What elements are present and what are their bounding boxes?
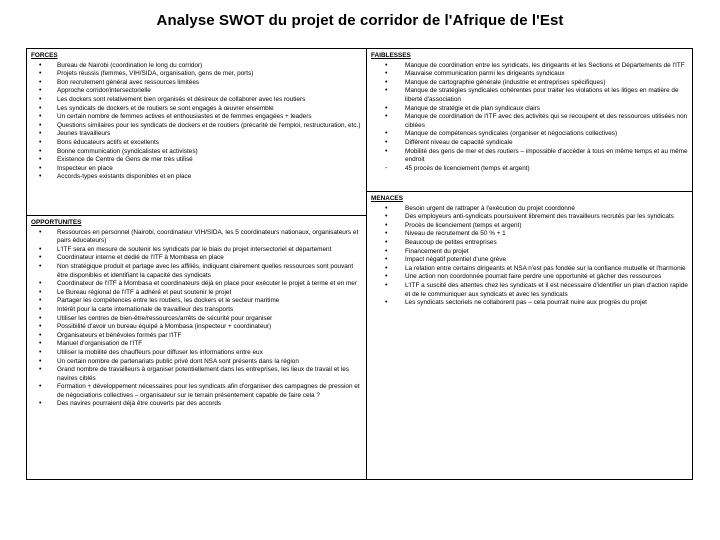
list-item: - 45 procès de licenciement (temps et argent) [371, 165, 691, 174]
list-item: • Utiliser la mobilité des chauffeurs pour diffuser les informations entre eux [31, 349, 361, 358]
faiblesses-list [371, 62, 691, 174]
list-item: • Procès de licenciement (temps et argent) [371, 222, 691, 231]
list-item: • Intérêt pour la carte internationale de travailleur des transports [31, 306, 361, 315]
list-item: • Bonne communication (syndicalistes et activistes) [31, 148, 361, 157]
opportunites-quadrant [31, 219, 361, 477]
forces-list [31, 62, 361, 182]
list-item: • Existence de Centre de Gens de mer très utilisé [31, 156, 361, 165]
list-item: • Formation + développement nécessaires pour les syndicats afin d'organiser des campagnes de pression et de négociations collectives – organisateur sur le terrain présentement capable de faire cela ? [31, 383, 361, 400]
list-item: • Utiliser les centres de bien-être/ressources/arrêts de sécurité pour organiser [31, 315, 361, 324]
list-item: • Une action non coordonnée pourrait faire perdre une opportunité et gâcher des ressources [371, 273, 691, 282]
list-item: • Questions similaires pour les syndicats de dockers et de routiers (précarité de l'emploi, restructuration, etc.) [31, 122, 361, 131]
list-item: • Besoin urgent de rattraper à l'exécution du projet coordonné [371, 205, 691, 214]
list-item: • Coordinateur interne et dédié de l'ITF à Mombasa en place [31, 254, 361, 263]
list-item: • Manque de cartographie générale (industrie et entreprises spécifiques) [371, 79, 691, 88]
list-item: • Mobilité des gens de mer et des routiers – impossible d'accéder à tous en même temps et au même endroit [371, 148, 691, 165]
list-item: • Possibilité d'avoir un bureau équipé à Mombasa (inspecteur + coordinateur) [31, 323, 361, 332]
list-item: • Le Bureau régional de l'ITF à adhéré et peut soutenir le projet [31, 289, 361, 298]
list-item: • Grand nombre de travailleurs à organiser potentiellement dans les entreprises, les lieux de travail et les navires ciblés [31, 366, 361, 383]
list-item: • Manque de stratégie et de plan syndicaux clairs [371, 105, 691, 114]
list-item: • Un certain nombre de femmes actives et enthousiastes et de femmes engagées + leaders [31, 113, 361, 122]
list-item: • Coordinateur de l'ITF à Mombasa et coordinateurs déjà en place pour exécuter le projet à terme et en mer [31, 280, 361, 289]
swot-table [26, 48, 693, 480]
list-item: • L'ITF a suscité des attentes chez les syndicats et il est nécessaire d'identifier un plan d'action rapide et de le communiquer aux syndicats et avec les syndicats [371, 282, 691, 299]
list-item: • Manque de coordination entre les syndicats, les dirigeants et les Sections et Départements de l'ITF [371, 62, 691, 71]
list-item: • Manque de coordination de l'ITF avec des activités qui se recoupent et des ressources utilisées non ciblées [371, 113, 691, 130]
opportunites-header: OPPORTUNITES [31, 219, 82, 226]
list-item: • Financement du projet [371, 248, 691, 257]
list-item: • Jeunes travailleurs [31, 130, 361, 139]
list-item: • Les dockers sont relativement bien organisés et désireux de collaborer avec les routiers [31, 96, 361, 105]
list-item: • La relation entre certains dirigeants et NSA n'est pas fondée sur la confiance mutuelle et l'harmonie [371, 265, 691, 274]
list-item: • Un certain nombre de partenariats public privé dont NSA sont présents dans la région [31, 358, 361, 367]
list-item: • Mauvaise communication parmi les dirigeants syndicaux [371, 70, 691, 79]
list-item: • Les syndicats sectoriels ne collaborent pas – cela pourrait nuire aux progrès du projet [371, 299, 691, 308]
list-item: • Projets réussis (femmes, VIH/SIDA, organisation, gens de mer, ports) [31, 70, 361, 79]
list-item: • Bons éducateurs actifs et excellents [31, 139, 361, 148]
list-item: • L'ITF sera en mesure de soutenir les syndicats par le biais du projet intersectoriel et département [31, 246, 361, 255]
list-item: • Impact négatif potentiel d'une grève [371, 256, 691, 265]
list-item: • Manque de stratégies syndicales cohérentes pour traiter les violations et les litiges en matière de liberté d'association [371, 87, 691, 104]
list-item: • Manque de compétences syndicales (organiser et négociations collectives) [371, 130, 691, 139]
list-item: • Partager les compétences entre les routiers, les dockers et le secteur maritime [31, 297, 361, 306]
menaces-quadrant [371, 195, 691, 477]
list-item: • Non stratégique produit et partage avec les affiliés, indiquant clairement quelles ressources sont pouvant être disponibles et identifiant la capacité des syndicats [31, 263, 361, 280]
page-title: Analyse SWOT du projet de corridor de l'Afrique de l'Est [156, 12, 564, 29]
list-item: • Approche corridor/intersectorielle [31, 87, 361, 96]
opportunites-list [31, 229, 361, 409]
list-item: • Beaucoup de petites entreprises [371, 239, 691, 248]
list-item: • Ressources en personnel (Nairobi, coordinateur VIH/SIDA, les 5 coordinateurs nationaux, organisateurs et pairs éducateurs) [31, 229, 361, 246]
forces-quadrant [31, 52, 361, 217]
menaces-header: MENACES [371, 195, 403, 202]
faiblesses-header: FAIBLESSES [371, 52, 411, 59]
list-item: • Niveau de recrutement de 50 % + 1 [371, 230, 691, 239]
list-item: • Manuel d'organisation de l'ITF [31, 340, 361, 349]
list-item: • Organisateurs et bénévoles formés par l'ITF [31, 332, 361, 341]
menaces-list [371, 205, 691, 308]
list-item: • Accords-types existants disponibles et en place [31, 173, 361, 182]
list-item: • Les syndicats de dockers et de routiers se sont engagés à œuvrer ensemble [31, 105, 361, 114]
faiblesses-quadrant [371, 52, 691, 192]
list-item: • Inspecteur en place [31, 165, 361, 174]
list-item: • Des employeurs anti-syndicats poursuivent librement des travailleurs recrutés par les syndicats [371, 213, 691, 222]
forces-header: FORCES [31, 52, 58, 59]
list-item: • Des navires pourraient déjà être couverts par des accords [31, 400, 361, 409]
list-item: • Bureau de Nairobi (coordination le long du corridor) [31, 62, 361, 71]
list-item: • Bon recrutement général avec ressources limitées [31, 79, 361, 88]
list-item: • Différent niveau de capacité syndicale [371, 139, 691, 148]
column-divider [366, 49, 367, 479]
